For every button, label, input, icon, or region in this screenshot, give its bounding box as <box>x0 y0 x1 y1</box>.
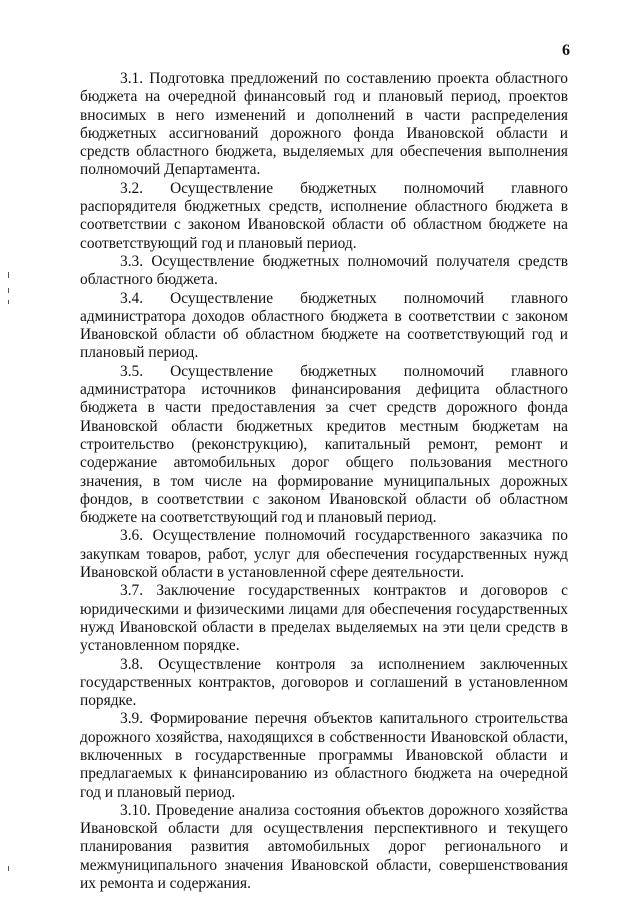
paragraph-3-5: 3.5. Осуществление бюджетных полномочий главного администратора источников финансирования дефицита областного бюджета в части предоставления за счет средств дорожного фонда Ивановской области бюджетных кредитов местным бюджетам на строительство (реконструкцию), капитальный ремонт, ремонт и содержание автомобильных дорог общего пользования местного значения, в том числе на формирование муниципальных дорожных фондов, в соответствии с законом Ивановской области об областном бюджете на соответствующий год и плановый период. <box>80 362 568 527</box>
paragraph-3-4: 3.4. Осуществление бюджетных полномочий главного администратора доходов областного бюджета в соответствии с законом Ивановской области об областном бюджете на соответствующий год и плановый период. <box>80 289 568 362</box>
paragraph-3-10: 3.10. Проведение анализа состояния объектов дорожного хозяйства Ивановской области для осуществления перспективного и текущего планирования развития автомобильных дорог регионального и межмуниципального значения Ивановской области, совершенствования их ремонта и содержания. <box>80 801 568 893</box>
scan-margin-mark <box>8 288 9 293</box>
scan-margin-mark <box>8 272 9 278</box>
paragraph-3-9: 3.9. Формирование перечня объектов капитального строительства дорожного хозяйства, находящихся в собственности Ивановской области, включенных в государственные программы Ивановской области и предлагаемых к финансированию из областного бюджета на очередной год и плановый период. <box>80 710 568 801</box>
paragraph-3-1: 3.1. Подготовка предложений по составлению проекта областного бюджета на очередной финансовый год и плановый период, проектов вносимых в него изменений и дополнений в части распределения бюджетных ассигнований дорожного фонда Ивановской области и средств областного бюджета, выделяемых для обеспечения выполнения полномочий Департамента. <box>80 70 568 179</box>
paragraph-3-6: 3.6. Осуществление полномочий государственного заказчика по закупкам товаров, работ, услуг для обеспечения государственных нужд Ивановской области в установленной сфере деятельности. <box>80 527 568 582</box>
scan-margin-mark <box>8 866 9 871</box>
paragraph-3-2: 3.2. Осуществление бюджетных полномочий главного распорядителя бюджетных средств, исполнение областного бюджета в соответствии с законом Ивановской области об областном бюджете на соответствующий год и плановый период. <box>80 179 568 252</box>
paragraph-3-7: 3.7. Заключение государственных контрактов и договоров с юридическими и физическими лицами для обеспечения государственных нужд Ивановской области в пределах выделяемых на эти цели средств в установленном порядке. <box>80 582 568 655</box>
page-number: 6 <box>562 42 570 59</box>
paragraph-3-3: 3.3. Осуществление бюджетных полномочий получателя средств областного бюджета. <box>80 252 568 289</box>
scan-margin-mark <box>8 300 9 304</box>
document-body <box>80 70 568 893</box>
paragraph-3-8: 3.8. Осуществление контроля за исполнением заключенных государственных контрактов, договоров и соглашений в установленном порядке. <box>80 655 568 710</box>
